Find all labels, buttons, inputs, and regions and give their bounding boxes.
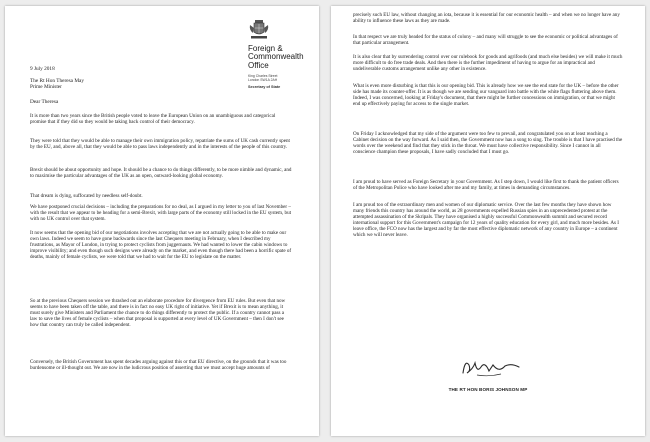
fco-address-line-2: London SW1A 2AH [248, 78, 278, 83]
paragraph: precisely such EU law, without changing an iota, because it is essential for our economic health – and when we no longer have any ability to influence these laws as they are made. [353, 12, 620, 25]
paragraph: So at the previous Chequers session we thrashed out an elaborate procedure for divergence from EU rules. But even that now seems to have been taken off the table, and there is in fact no easy UK right of initiative. Yet if Brexit is to mean anything, it must surely give Ministers and Parliament the chance to do things differently to protect the public. If a country cannot pass a law to save the lives of female cyclists – when that proposal is supported at every level of UK Government – then I don't see how that country can truly be called independent. [30, 298, 286, 329]
paragraph: It is also clear that by surrendering control over our rulebook for goods and agrifoods (and much else besides) we will make it much more difficult to do free trade deals. And then there is the further impediment of having to argue for an impractical and undeliverable customs arrangement unlike any other in existence. [353, 54, 623, 73]
paragraph: I am proud too of the extraordinary men and women of our diplomatic service. Over the last few months they have shown how many friends this country has around the world, as 28 governments expelled Russian spies in an unprecedented protest at the attempted assassination of the Skripals. They have organised a highly successful Commonwealth summit and secured record international support for this Government's campaign for 12 years of quality education for every girl, and much more besides. As I leave office, the FCO now has the largest and by far the most effective diplomatic network of any country in Europe – a continent which we will never leave. [353, 202, 620, 239]
handwritten-signature-icon [459, 357, 523, 379]
paragraph: That dream is dying, suffocated by needless self-doubt. [30, 193, 143, 199]
paragraph: They were told that they would be able to manage their own immigration policy, repatriate the sums of UK cash currently spent by the EU, and, above all, that they would be able to pass laws independently and in the interests of the people of this country. [30, 138, 290, 151]
fco-address [248, 74, 318, 82]
letter-date: 9 July 2018 [30, 66, 55, 72]
salutation: Dear Theresa [30, 99, 59, 105]
recipient-title: Prime Minister [30, 84, 62, 91]
paragraph: In that respect we are truly headed for the status of colony – and many will struggle to see the economic or political advantages of that particular arrangement. [353, 34, 618, 47]
letter-page-2 [331, 6, 645, 436]
paragraph: We have postponed crucial decisions – including the preparations for no deal, as I argued in my letter to you of last November – with the result that we appear to be heading for a semi-Brexit, with large parts of the economy still locked in the EU system, but with no UK control over that system. [30, 204, 292, 223]
fco-name-line-1: Foreign & [248, 44, 283, 53]
fco-name [248, 45, 318, 70]
fco-name-line-2: Commonwealth [248, 52, 304, 62]
paragraph: It now seems that the opening bid of our negotiations involves accepting that we are not actually going to be able to make our own laws. Indeed we seem to have gone backwards since the last Chequers meeting in February, when I described my frustrations, as Mayor of London, in trying to protect cyclists from juggernauts. We had wanted to lower the cabin windows to improve visibility; and even though such designs were already on the market, and even though there had been a horrific spate of deaths, mainly of female cyclists, we were told that we had to wait for the EU to legislate on the matter. [30, 230, 292, 261]
royal-coat-of-arms-icon [248, 19, 270, 43]
recipient-block [30, 78, 84, 91]
signatory-name: THE RT HON BORIS JOHNSON MP [448, 387, 528, 392]
paragraph: What is even more disturbing is that this is our opening bid. This is already how we see the end state for the UK – before the other side has made its counter-offer. It is as though we are sending our vanguard into battle with the white flags fluttering above them. Indeed, I was concerned, looking at Friday's document, that there might be further concessions on immigration, or that we might end up effectively paying for access to the single market. [353, 83, 619, 108]
paragraph: On Friday I acknowledged that my side of the argument were too few to prevail, and congratulated you on at least reaching a Cabinet decision on the way forward. As I said then, the Government now has a song to sing. The trouble is that I have practised the words over the weekend and find that they stick in the throat. We must have collective responsibility. Since I cannot in all conscience champion these proposals, I have sadly concluded that I must go. [353, 131, 623, 156]
letter-page-1 [5, 6, 319, 436]
sender-role: Secretary of State [248, 85, 281, 89]
fco-name-line-3: Office [248, 60, 269, 70]
fco-address-line-1: King Charles Street [248, 74, 278, 78]
paragraph: Brexit should be about opportunity and hope. It should be a chance to do things differently, to be more nimble and dynamic, and to maximise the particular advantages of the UK as an open, outward-looking global economy. [30, 167, 292, 180]
paragraph: Conversely, the British Government has spent decades arguing against this or that EU directive, on the grounds that it was too burdensome or ill-thought out. We are now in the ludicrous position of asserting that we must accept huge amounts of [30, 359, 287, 372]
recipient-name: The Rt Hon Theresa May [30, 78, 85, 84]
paragraph: It is more than two years since the British people voted to leave the European Union on an unambiguous and categorical promise that if they did so they would be taking back control of their democracy. [30, 113, 276, 126]
paragraph: I am proud to have served as Foreign Secretary in your Government. As I step down, I would like first to thank the patient officers of the Metropolitan Police who have looked after me and my family, at times in demanding circumstances. [353, 179, 619, 192]
